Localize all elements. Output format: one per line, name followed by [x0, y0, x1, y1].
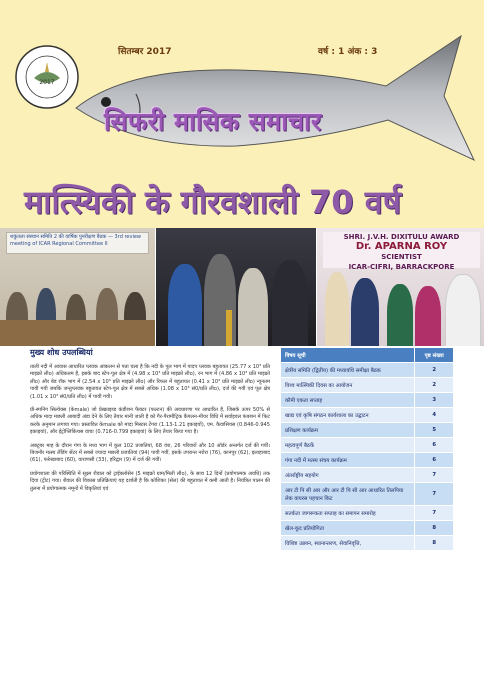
- toc-item-page: 6: [415, 438, 454, 453]
- issue-volume: वर्ष : 1 अंक : 3: [318, 47, 378, 57]
- photo-strip: [0, 228, 484, 346]
- table-row: [281, 453, 454, 468]
- toc-header-row: [281, 348, 454, 363]
- table-row: [281, 483, 454, 506]
- table-row: [281, 378, 454, 393]
- table-row: [281, 521, 454, 536]
- toc-item-page: 8: [415, 521, 454, 536]
- toc-item-title: प्रशिक्षण कार्यक्रम: [281, 423, 415, 438]
- table-row: [281, 393, 454, 408]
- award-banner: [323, 232, 480, 271]
- toc-item-title: विशिष्ट उन्नयन, स्थानान्तरण, सेवानिवृत्ति,: [281, 536, 415, 551]
- toc-item-page: 5: [415, 423, 454, 438]
- toc-item-page: 2: [415, 378, 454, 393]
- toc-item-page: 8: [415, 536, 454, 551]
- awardee-institute: ICAR-CIFRI, BARRACKPORE: [348, 263, 455, 271]
- toc-item-page: 6: [415, 453, 454, 468]
- table-row: [281, 468, 454, 483]
- toc-item-page: 7: [415, 468, 454, 483]
- toc-item-title: अंतर्राष्ट्रीय सहयोग: [281, 468, 415, 483]
- issue-month: सितम्बर 2017: [118, 47, 172, 57]
- toc-item-title: महत्वपूर्ण बैठकें: [281, 438, 415, 453]
- table-row: [281, 408, 454, 423]
- award-title: SHRI. J.V.H. DIXITULU AWARD: [343, 233, 460, 241]
- toc-item-title: क्षेत्रीय समिति (द्वितीय) की मध्यावधि समीक्षा बैठक: [281, 363, 415, 378]
- toc-item-page: 4: [415, 408, 454, 423]
- research-highlights: [30, 347, 270, 499]
- meeting-banner: शकुंतला संस्थान समिति 2 की वार्षिक पुनरीक्षण बैठक — 3rd review meeting of ICAR Regional Committee II: [6, 232, 149, 254]
- toc-item-title: कौमी एकता सप्ताह: [281, 393, 415, 408]
- paragraph: प्री-स्पनिंग सिल्वेक्स (केmale) जो प्रेस्क्राइब्ड कंडीशन फैक्टर (फल्टन) की अवधारणा पर आधारित है, जिसके ऊपर 50% से अधिक मादा मछली आबादी अंडा देने के लिए तैयार मानी जाती है को गैर-पैरामीट्रिक कैपलन-मीयर विधि में सर्वाइवल फंक्शन में फिट करके अनुमान लगाया गया। प्रस्तावित केmale को मादा मिस्टस टेंगरा (1.13-1.21 इकाइयों), एम. कैवासियस (0.846-0.945 इकाइयां), और ईट्रोप्लिकिथस वाचा (0.716-0.799 इकाइयां) के लिए तैयार किया गया है।: [30, 407, 270, 436]
- newsletter-title: सिफरी मासिक समाचार: [104, 107, 322, 136]
- toc-item-title: विश्व मात्स्यिकी दिवस का आयोजन: [281, 378, 415, 393]
- section-title: मुख्य शोध उपलब्धियां: [30, 348, 93, 357]
- toc-item-page: 7: [415, 506, 454, 521]
- award-photo: [317, 228, 484, 346]
- header: [0, 0, 484, 228]
- logo-year: 2017: [39, 79, 55, 86]
- table-row: [281, 438, 454, 453]
- table-row: [281, 506, 454, 521]
- page-title: मात्स्यिकी के गौरवशाली 70 वर्ष: [24, 183, 401, 221]
- awardee-name: Dr. APARNA ROY: [355, 241, 448, 252]
- paragraph: ताली नदी में आवास आधारित प्लवक आंकलन से पता चला है कि नदी के पूल भाग में पादप प्लवक बहुतायत (25.77 x 10³ प्रति माइक्रो लीo) अधिकतम है, इसके बाद स्टेप-पूल क्षेत्र में (4.98 x 10³ प्रति माइक्रो लीo), रन भाग में (4.86 x 10³ प्रति माइक्रो लीo) और बेड रॉक भाग में (2.54 x 10³ प्रति माइक्रो लीo) और रिफल में बहुतायत (0.41 x 10³ प्रति माइक्रो लीo) न्यूनतम पायी गयी जबकि जन्तुप्लवक बहुतायत स्टेप-पूल क्षेत्र में सबसे अधिक (1.08 x 10³ सं0/प्रति लीo), दर्ज की गयी एवं पूल क्षेत्र (1.01 x 10³ सं0/प्रति लीo) में पायी गयी।: [30, 364, 270, 400]
- toc-item-title: सतर्कता जागरूकता सप्ताह का समापन समारोह: [281, 506, 415, 521]
- awardee-designation: SCIENTIST: [381, 253, 422, 261]
- toc-item-page: 7: [415, 483, 454, 506]
- toc-header-page: पृष्ठ संख्या: [415, 348, 454, 363]
- toc-item-title: आर टी पि सी आर और आर टी पि सी आर आधारित तिलपिया लेक वायरस पहचान किट: [281, 483, 415, 506]
- table-row: [281, 363, 454, 378]
- paragraph: प्रयोगशाला की परिस्थिति में सूक्ष्म शैवाल को ट्राईक्लोसेन (5 माइक्रो ग्राम/मिली लीo), के साथ 12 दिनों (प्रयोगात्मक अवधि) तक दिया (ट्रीट) गया। शैवाल की विकास प्रतिक्रियाएं यह दर्शाती है कि कोशिका (सेल) की बहुतायत में कमी आती है। नियंत्रित पालन की तुलना में प्रयोगात्मक नमूनों में विकृतियां एवं: [30, 470, 270, 492]
- toc-item-page: 3: [415, 393, 454, 408]
- table-of-contents: [280, 347, 454, 551]
- toc-item-title: गंगा नदी में मत्स्य संचय कार्यक्रम: [281, 453, 415, 468]
- toc-item-page: 2: [415, 363, 454, 378]
- table-row: [281, 536, 454, 551]
- toc-item-title: खाद्य एवं कृषि संगठन कार्यशाला का उद्घाटन: [281, 408, 415, 423]
- meeting-photo: [0, 228, 155, 346]
- paragraph: अक्टूबर माह के दौरान गंगा के मध्य भाग में कुल 102 प्रजातियां, 68 वंश, 26 परिवारों और 10 ऑर्डर अन्तर्गत दर्ज की गयीं। बिजनौर मत्स्य लैंडिंग सेंटर में सबसे ज्यादा मछली प्रजातियां (94) पायी गयीं, इसके उपरान्त नरोरा (76), कानपुर (62), इलाहाबाद (61), फर्रुखाबाद (60), वाराणसी (33), हरिद्वार (9) में दर्ज की गयीं।: [30, 442, 270, 464]
- toc-header-subject: विषय सूची: [281, 348, 415, 363]
- lamp-lighting-photo: [156, 228, 316, 346]
- toc-item-title: खेल-कूद प्रतियोगिता: [281, 521, 415, 536]
- table-row: [281, 423, 454, 438]
